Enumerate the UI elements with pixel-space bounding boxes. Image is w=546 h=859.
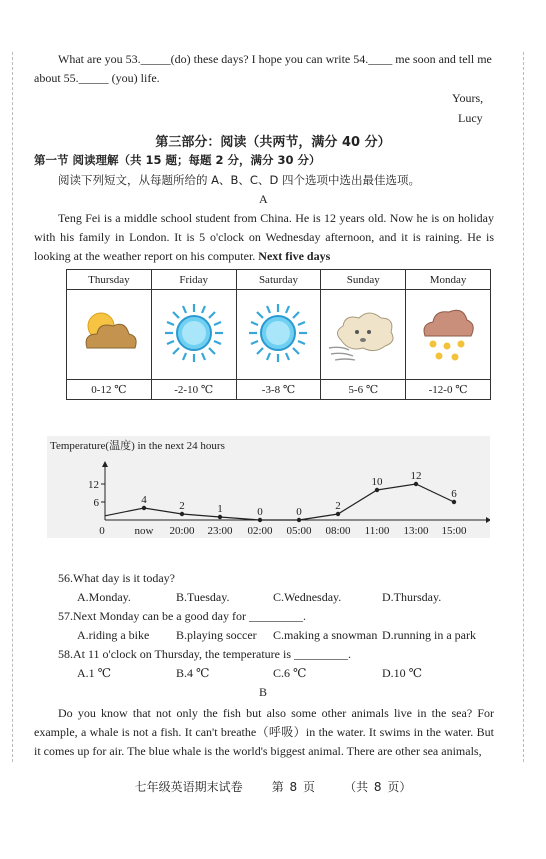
windy-cloud-icon — [327, 304, 399, 362]
option-56-b: B.Tuesday. — [176, 590, 230, 604]
y-tick-label: 6 — [93, 497, 99, 509]
sun-icon — [247, 302, 309, 364]
data-point — [452, 500, 456, 504]
x-tick-label: 11:00 — [364, 525, 390, 537]
weather-icon-cell — [236, 290, 321, 380]
x-tick-label: 05:00 — [286, 525, 312, 537]
weather-icon-cell — [406, 290, 491, 380]
question-56: 56.What day is it today? — [58, 571, 175, 585]
question-57: 57.Next Monday can be a good day for _________. — [58, 609, 306, 623]
weather-icon-cell — [67, 290, 152, 380]
day-header: Saturday — [236, 270, 321, 290]
temp-range: 5-6 ℃ — [321, 380, 406, 400]
passage-a-label: A — [259, 192, 268, 206]
data-point — [180, 512, 184, 516]
weather-icon-cell — [151, 290, 236, 380]
option-58-c: C.6 ℃ — [273, 666, 307, 680]
footer-page: 第 8 页 — [271, 780, 315, 794]
x-tick-label: 15:00 — [441, 525, 467, 537]
data-point — [218, 515, 222, 519]
data-label: 4 — [141, 494, 147, 506]
temperature-chart — [47, 436, 490, 538]
data-point — [414, 482, 418, 486]
option-58-a: A.1 ℃ — [77, 666, 112, 680]
letter-line-1: What are you 53._____(do) these days? I hope you can write 54.____ me soon and tell me — [58, 52, 492, 66]
x-tick-label: 08:00 — [325, 525, 351, 537]
data-label: 1 — [217, 503, 223, 515]
snow-cloud-icon — [419, 302, 477, 364]
letter-line-2: about 55._____ (you) life. — [34, 71, 160, 85]
option-57-b: B.playing soccer — [176, 628, 257, 642]
x-tick-label: 20:00 — [169, 525, 195, 537]
temp-range: -3-8 ℃ — [236, 380, 321, 400]
option-58-b: B.4 ℃ — [176, 666, 210, 680]
option-56-d: D.Thursday. — [382, 590, 442, 604]
day-header: Friday — [151, 270, 236, 290]
question-58: 58.At 11 o'clock on Thursday, the temperature is _________. — [58, 647, 351, 661]
data-point — [375, 488, 379, 492]
data-label: 10 — [371, 476, 383, 488]
temperature-series-line — [105, 484, 454, 520]
left-binding-line — [12, 52, 13, 762]
data-label: 2 — [179, 500, 185, 512]
passage-a-text — [34, 209, 494, 266]
footer-exam: 七年级英语期末试卷 — [134, 780, 243, 794]
data-point — [142, 506, 146, 510]
data-point — [258, 518, 262, 522]
letter-signature: Lucy — [458, 111, 483, 125]
section-title: 第三部分：阅读（共两节，满分 40 分） — [155, 135, 391, 150]
temperature-line-chart — [47, 436, 490, 538]
option-57-d: D.running in a park — [382, 628, 476, 642]
x-axis-arrow — [486, 517, 490, 523]
temp-range: -12-0 ℃ — [406, 380, 491, 400]
sun-behind-cloud-icon — [77, 304, 141, 362]
temp-range: -2-10 ℃ — [151, 380, 236, 400]
origin-label: 0 — [99, 525, 105, 537]
option-57-c: C.making a snowman — [273, 628, 378, 642]
passage-a-bold: Next five days — [258, 249, 331, 263]
weather-icon-cell — [321, 290, 406, 380]
right-binding-line — [523, 52, 524, 762]
day-header: Monday — [406, 270, 491, 290]
data-point — [297, 518, 301, 522]
data-label: 6 — [451, 488, 457, 500]
passage-b-label: B — [259, 685, 268, 699]
x-tick-label: now — [134, 525, 154, 537]
day-header: Thursday — [67, 270, 152, 290]
option-58-d: D.10 ℃ — [382, 666, 423, 680]
option-56-a: A.Monday. — [77, 590, 131, 604]
x-tick-label: 02:00 — [247, 525, 273, 537]
passage-a-body: Teng Fei is a middle school student from China. He is 12 years old. Now he is on holiday with his family in London. It is 5 o'clock on Wednesday afternoon, and it is raining. He is looking at the weather report on his computer. — [34, 211, 494, 263]
y-tick-label: 12 — [88, 479, 99, 491]
data-label: 0 — [257, 506, 263, 518]
y-axis-arrow — [102, 461, 108, 467]
section-instruction: 阅读下列短文，从每题所给的 A、B、C、D 四个选项中选出最佳选项。 — [58, 173, 420, 187]
data-point — [336, 512, 340, 516]
letter-closing: Yours, — [452, 91, 484, 105]
page-footer — [0, 778, 546, 795]
x-tick-label: 23:00 — [207, 525, 233, 537]
sun-icon — [163, 302, 225, 364]
data-label: 12 — [410, 470, 422, 482]
x-tick-label: 13:00 — [403, 525, 429, 537]
temp-range: 0-12 ℃ — [67, 380, 152, 400]
passage-b-text: Do you know that not only the fish but also some other animals live in the sea? For example, a whale is not a fish. It can't breathe（呼吸）in the water. It swims in the water. But it comes up for air. The blue whale is the world's biggest animal. There are other sea animals, — [34, 706, 494, 758]
section-subtitle: 第一节 阅读理解（共 15 题；每题 2 分，满分 30 分） — [34, 153, 321, 167]
footer-total: （共 8 页） — [344, 780, 412, 794]
data-label: 0 — [296, 506, 302, 518]
weather-table — [66, 269, 491, 400]
chart-title: Temperature(温度) in the next 24 hours — [50, 440, 225, 452]
option-56-c: C.Wednesday. — [273, 590, 342, 604]
option-57-a: A.riding a bike — [77, 628, 150, 642]
data-label: 2 — [335, 500, 341, 512]
day-header: Sunday — [321, 270, 406, 290]
